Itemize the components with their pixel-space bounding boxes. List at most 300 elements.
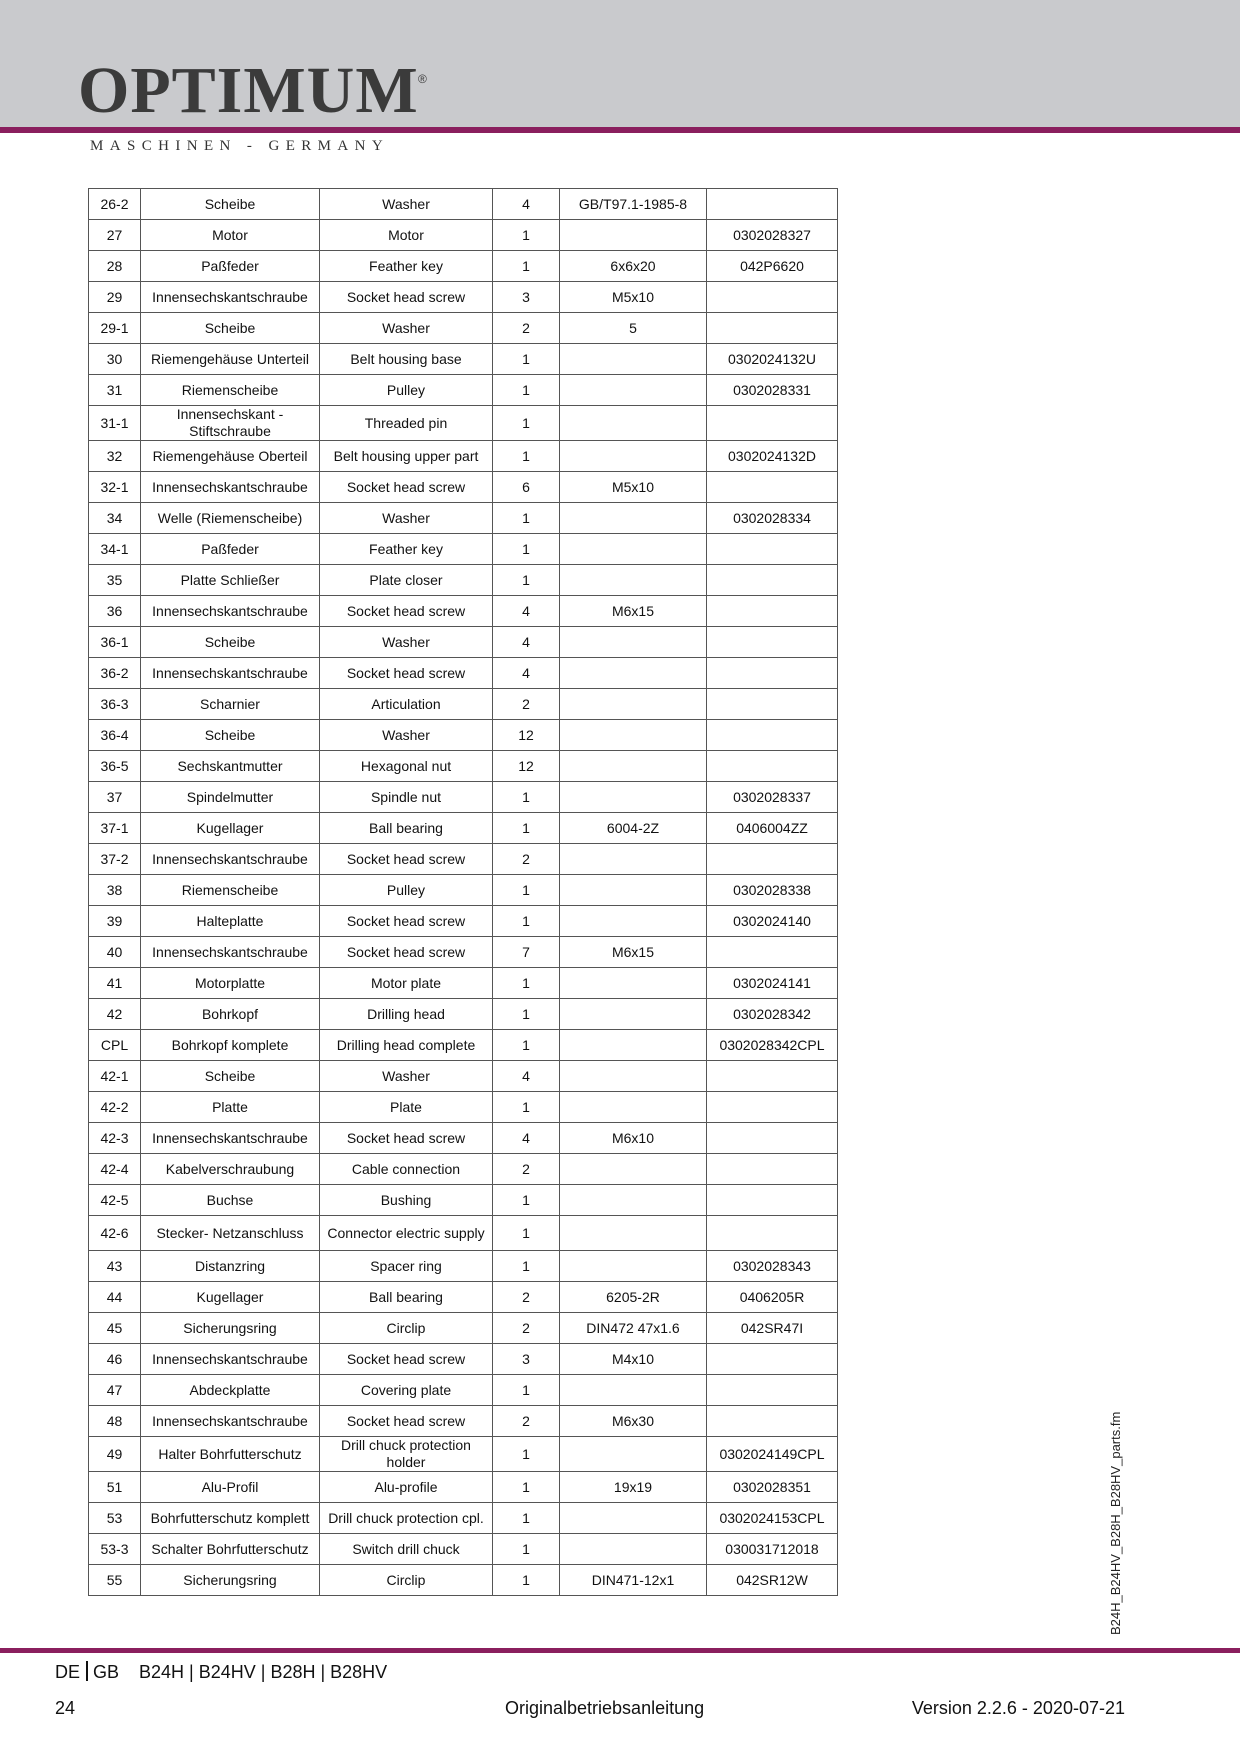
- table-row: [89, 627, 838, 658]
- english-name-cell: Circlip: [320, 1565, 493, 1596]
- item-number-cell: 042SR12W: [707, 1565, 838, 1596]
- size-cell: [560, 751, 707, 782]
- table-row: [89, 282, 838, 313]
- model-list: B24H | B24HV | B28H | B28HV: [139, 1662, 388, 1682]
- size-cell: [560, 844, 707, 875]
- english-name-cell: Spacer ring: [320, 1251, 493, 1282]
- item-number-cell: 0302028342: [707, 999, 838, 1030]
- item-number-cell: [707, 189, 838, 220]
- size-cell: [560, 1375, 707, 1406]
- part-number-cell: 37: [89, 782, 141, 813]
- quantity-cell: 1: [493, 906, 560, 937]
- quantity-cell: 2: [493, 1406, 560, 1437]
- quantity-cell: 1: [493, 220, 560, 251]
- brand-logo: OPTIMUM: [78, 54, 419, 127]
- item-number-cell: [707, 658, 838, 689]
- part-number-cell: 41: [89, 968, 141, 999]
- table-row: [89, 220, 838, 251]
- footer-language-models: [55, 1661, 387, 1683]
- german-name-cell: Kabelverschraubung: [141, 1154, 320, 1185]
- german-name-cell: Innensechskantschraube: [141, 937, 320, 968]
- quantity-cell: 1: [493, 344, 560, 375]
- part-number-cell: 30: [89, 344, 141, 375]
- size-cell: M5x10: [560, 472, 707, 503]
- file-name-label: B24H_B24HV_B28H_B28HV_parts.fm: [1108, 1411, 1123, 1635]
- english-name-cell: Socket head screw: [320, 937, 493, 968]
- language-gb: GB: [93, 1662, 120, 1682]
- size-cell: [560, 720, 707, 751]
- item-number-cell: [707, 282, 838, 313]
- english-name-cell: Threaded pin: [320, 406, 493, 441]
- size-cell: DIN471-12x1: [560, 1565, 707, 1596]
- item-number-cell: 0302028334: [707, 503, 838, 534]
- table-row: [89, 1472, 838, 1503]
- german-name-cell: Welle (Riemenscheibe): [141, 503, 320, 534]
- table-row: [89, 720, 838, 751]
- part-number-cell: 29: [89, 282, 141, 313]
- german-name-cell: Alu-Profil: [141, 1472, 320, 1503]
- size-cell: [560, 1503, 707, 1534]
- quantity-cell: 2: [493, 689, 560, 720]
- size-cell: 6x6x20: [560, 251, 707, 282]
- english-name-cell: Ball bearing: [320, 813, 493, 844]
- table-row: [89, 1061, 838, 1092]
- item-number-cell: 0302028337: [707, 782, 838, 813]
- size-cell: M4x10: [560, 1344, 707, 1375]
- part-number-cell: 42-5: [89, 1185, 141, 1216]
- quantity-cell: 4: [493, 1061, 560, 1092]
- german-name-cell: Buchse: [141, 1185, 320, 1216]
- quantity-cell: 1: [493, 503, 560, 534]
- english-name-cell: Socket head screw: [320, 1344, 493, 1375]
- size-cell: M6x10: [560, 1123, 707, 1154]
- size-cell: [560, 968, 707, 999]
- size-cell: 6004-2Z: [560, 813, 707, 844]
- item-number-cell: [707, 565, 838, 596]
- quantity-cell: 1: [493, 1251, 560, 1282]
- table-row: [89, 472, 838, 503]
- language-separator: [86, 1661, 88, 1681]
- item-number-cell: [707, 1061, 838, 1092]
- german-name-cell: Scheibe: [141, 313, 320, 344]
- item-number-cell: 0302028338: [707, 875, 838, 906]
- size-cell: [560, 1437, 707, 1472]
- part-number-cell: 44: [89, 1282, 141, 1313]
- table-row: [89, 344, 838, 375]
- parts-table: [88, 188, 838, 1596]
- table-row: [89, 1503, 838, 1534]
- size-cell: [560, 1154, 707, 1185]
- size-cell: [560, 220, 707, 251]
- english-name-cell: Socket head screw: [320, 1406, 493, 1437]
- english-name-cell: Washer: [320, 313, 493, 344]
- german-name-cell: Riemengehäuse Unterteil: [141, 344, 320, 375]
- size-cell: [560, 503, 707, 534]
- german-name-cell: Riemengehäuse Oberteil: [141, 441, 320, 472]
- english-name-cell: Washer: [320, 720, 493, 751]
- table-row: [89, 813, 838, 844]
- english-name-cell: Socket head screw: [320, 906, 493, 937]
- part-number-cell: 45: [89, 1313, 141, 1344]
- quantity-cell: 1: [493, 1534, 560, 1565]
- part-number-cell: 36-4: [89, 720, 141, 751]
- english-name-cell: Motor plate: [320, 968, 493, 999]
- table-row: [89, 251, 838, 282]
- part-number-cell: 36: [89, 596, 141, 627]
- quantity-cell: 1: [493, 999, 560, 1030]
- english-name-cell: Drill chuck protection holder: [320, 1437, 493, 1472]
- table-row: [89, 1092, 838, 1123]
- german-name-cell: Innensechskantschraube: [141, 472, 320, 503]
- item-number-cell: 042SR47I: [707, 1313, 838, 1344]
- english-name-cell: Socket head screw: [320, 596, 493, 627]
- size-cell: [560, 375, 707, 406]
- item-number-cell: [707, 1216, 838, 1251]
- part-number-cell: 34: [89, 503, 141, 534]
- table-row: [89, 751, 838, 782]
- item-number-cell: [707, 1344, 838, 1375]
- table-row: [89, 1375, 838, 1406]
- english-name-cell: Plate: [320, 1092, 493, 1123]
- english-name-cell: Feather key: [320, 251, 493, 282]
- german-name-cell: Scheibe: [141, 1061, 320, 1092]
- english-name-cell: Hexagonal nut: [320, 751, 493, 782]
- item-number-cell: 0302028327: [707, 220, 838, 251]
- part-number-cell: CPL: [89, 1030, 141, 1061]
- part-number-cell: 48: [89, 1406, 141, 1437]
- part-number-cell: 31-1: [89, 406, 141, 441]
- german-name-cell: Distanzring: [141, 1251, 320, 1282]
- quantity-cell: 1: [493, 813, 560, 844]
- size-cell: [560, 999, 707, 1030]
- part-number-cell: 34-1: [89, 534, 141, 565]
- item-number-cell: 0302028351: [707, 1472, 838, 1503]
- english-name-cell: Articulation: [320, 689, 493, 720]
- table-row: [89, 1534, 838, 1565]
- part-number-cell: 46: [89, 1344, 141, 1375]
- german-name-cell: Riemenscheibe: [141, 875, 320, 906]
- registered-mark: ®: [418, 72, 427, 86]
- quantity-cell: 1: [493, 1472, 560, 1503]
- table-row: [89, 375, 838, 406]
- size-cell: [560, 1030, 707, 1061]
- german-name-cell: Bohrfutterschutz komplett: [141, 1503, 320, 1534]
- header-accent-line: [0, 127, 1240, 133]
- size-cell: [560, 782, 707, 813]
- german-name-cell: Spindelmutter: [141, 782, 320, 813]
- table-row: [89, 689, 838, 720]
- quantity-cell: 1: [493, 251, 560, 282]
- part-number-cell: 42-6: [89, 1216, 141, 1251]
- english-name-cell: Pulley: [320, 375, 493, 406]
- table-row: [89, 1344, 838, 1375]
- part-number-cell: 49: [89, 1437, 141, 1472]
- quantity-cell: 7: [493, 937, 560, 968]
- size-cell: M5x10: [560, 282, 707, 313]
- quantity-cell: 1: [493, 1437, 560, 1472]
- table-row: [89, 441, 838, 472]
- german-name-cell: Innensechskantschraube: [141, 282, 320, 313]
- english-name-cell: Spindle nut: [320, 782, 493, 813]
- item-number-cell: 0302024153CPL: [707, 1503, 838, 1534]
- table-row: [89, 406, 838, 441]
- item-number-cell: [707, 627, 838, 658]
- quantity-cell: 1: [493, 968, 560, 999]
- quantity-cell: 4: [493, 658, 560, 689]
- size-cell: [560, 565, 707, 596]
- quantity-cell: 3: [493, 1344, 560, 1375]
- quantity-cell: 4: [493, 189, 560, 220]
- item-number-cell: 0406205R: [707, 1282, 838, 1313]
- table-row: [89, 1313, 838, 1344]
- item-number-cell: [707, 596, 838, 627]
- quantity-cell: 1: [493, 375, 560, 406]
- german-name-cell: Innensechskantschraube: [141, 1344, 320, 1375]
- german-name-cell: Innensechskantschraube: [141, 1123, 320, 1154]
- size-cell: [560, 1092, 707, 1123]
- part-number-cell: 36-2: [89, 658, 141, 689]
- item-number-cell: [707, 751, 838, 782]
- quantity-cell: 1: [493, 565, 560, 596]
- table-row: [89, 565, 838, 596]
- quantity-cell: 1: [493, 1565, 560, 1596]
- german-name-cell: Motor: [141, 220, 320, 251]
- english-name-cell: Socket head screw: [320, 282, 493, 313]
- german-name-cell: Kugellager: [141, 1282, 320, 1313]
- table-row: [89, 875, 838, 906]
- footer-accent-line: [0, 1648, 1240, 1653]
- table-row: [89, 782, 838, 813]
- english-name-cell: Washer: [320, 627, 493, 658]
- german-name-cell: Stecker- Netzanschluss: [141, 1216, 320, 1251]
- size-cell: M6x15: [560, 937, 707, 968]
- table-row: [89, 1437, 838, 1472]
- english-name-cell: Washer: [320, 189, 493, 220]
- item-number-cell: 0302028331: [707, 375, 838, 406]
- german-name-cell: Bohrkopf: [141, 999, 320, 1030]
- size-cell: [560, 344, 707, 375]
- table-row: [89, 658, 838, 689]
- german-name-cell: Innensechskantschraube: [141, 1406, 320, 1437]
- parts-table-body: [89, 189, 838, 1596]
- german-name-cell: Scheibe: [141, 720, 320, 751]
- quantity-cell: 2: [493, 1282, 560, 1313]
- part-number-cell: 42-1: [89, 1061, 141, 1092]
- document-version: Version 2.2.6 - 2020-07-21: [911, 1698, 1125, 1718]
- quantity-cell: 1: [493, 534, 560, 565]
- english-name-cell: Plate closer: [320, 565, 493, 596]
- item-number-cell: [707, 689, 838, 720]
- size-cell: 6205-2R: [560, 1282, 707, 1313]
- english-name-cell: Pulley: [320, 875, 493, 906]
- german-name-cell: Bohrkopf komplete: [141, 1030, 320, 1061]
- german-name-cell: Halteplatte: [141, 906, 320, 937]
- german-name-cell: Platte Schließer: [141, 565, 320, 596]
- quantity-cell: 1: [493, 1503, 560, 1534]
- part-number-cell: 28: [89, 251, 141, 282]
- table-row: [89, 1406, 838, 1437]
- table-row: [89, 313, 838, 344]
- document-title: Originalbetriebsanleitung: [505, 1698, 705, 1718]
- quantity-cell: 2: [493, 313, 560, 344]
- quantity-cell: 4: [493, 627, 560, 658]
- quantity-cell: 1: [493, 406, 560, 441]
- page-number: 24: [55, 1698, 76, 1718]
- table-row: [89, 1123, 838, 1154]
- german-name-cell: Sechskantmutter: [141, 751, 320, 782]
- item-number-cell: [707, 1375, 838, 1406]
- english-name-cell: Connector electric supply: [320, 1216, 493, 1251]
- quantity-cell: 1: [493, 1030, 560, 1061]
- item-number-cell: [707, 1123, 838, 1154]
- english-name-cell: Bushing: [320, 1185, 493, 1216]
- english-name-cell: Socket head screw: [320, 844, 493, 875]
- part-number-cell: 47: [89, 1375, 141, 1406]
- part-number-cell: 36-3: [89, 689, 141, 720]
- quantity-cell: 1: [493, 441, 560, 472]
- item-number-cell: [707, 720, 838, 751]
- part-number-cell: 51: [89, 1472, 141, 1503]
- item-number-cell: [707, 844, 838, 875]
- part-number-cell: 53-3: [89, 1534, 141, 1565]
- english-name-cell: Socket head screw: [320, 472, 493, 503]
- german-name-cell: Scharnier: [141, 689, 320, 720]
- german-name-cell: Motorplatte: [141, 968, 320, 999]
- quantity-cell: 1: [493, 1185, 560, 1216]
- part-number-cell: 35: [89, 565, 141, 596]
- german-name-cell: Innensechskantschraube: [141, 658, 320, 689]
- german-name-cell: Innensechskantschraube: [141, 596, 320, 627]
- part-number-cell: 39: [89, 906, 141, 937]
- english-name-cell: Motor: [320, 220, 493, 251]
- table-row: [89, 937, 838, 968]
- size-cell: M6x15: [560, 596, 707, 627]
- english-name-cell: Drilling head complete: [320, 1030, 493, 1061]
- item-number-cell: 0302024141: [707, 968, 838, 999]
- item-number-cell: 042P6620: [707, 251, 838, 282]
- language-de: DE: [55, 1662, 81, 1682]
- size-cell: [560, 1534, 707, 1565]
- german-name-cell: Paßfeder: [141, 534, 320, 565]
- english-name-cell: Alu-profile: [320, 1472, 493, 1503]
- size-cell: [560, 1216, 707, 1251]
- part-number-cell: 26-2: [89, 189, 141, 220]
- item-number-cell: 0406004ZZ: [707, 813, 838, 844]
- german-name-cell: Sicherungsring: [141, 1313, 320, 1344]
- quantity-cell: 2: [493, 1313, 560, 1344]
- table-row: [89, 534, 838, 565]
- table-row: [89, 999, 838, 1030]
- item-number-cell: [707, 406, 838, 441]
- quantity-cell: 12: [493, 751, 560, 782]
- table-row: [89, 596, 838, 627]
- size-cell: [560, 875, 707, 906]
- english-name-cell: Feather key: [320, 534, 493, 565]
- brand-tagline: MASCHINEN - GERMANY: [90, 138, 390, 154]
- english-name-cell: Ball bearing: [320, 1282, 493, 1313]
- part-number-cell: 40: [89, 937, 141, 968]
- item-number-cell: [707, 1406, 838, 1437]
- german-name-cell: Innensechskant - Stiftschraube: [141, 406, 320, 441]
- item-number-cell: [707, 1154, 838, 1185]
- size-cell: [560, 1251, 707, 1282]
- part-number-cell: 32: [89, 441, 141, 472]
- part-number-cell: 32-1: [89, 472, 141, 503]
- table-row: [89, 1251, 838, 1282]
- part-number-cell: 29-1: [89, 313, 141, 344]
- english-name-cell: Switch drill chuck: [320, 1534, 493, 1565]
- part-number-cell: 37-1: [89, 813, 141, 844]
- part-number-cell: 55: [89, 1565, 141, 1596]
- item-number-cell: [707, 937, 838, 968]
- german-name-cell: Scheibe: [141, 627, 320, 658]
- german-name-cell: Platte: [141, 1092, 320, 1123]
- german-name-cell: Innensechskantschraube: [141, 844, 320, 875]
- item-number-cell: 0302024140: [707, 906, 838, 937]
- quantity-cell: 2: [493, 844, 560, 875]
- size-cell: [560, 1061, 707, 1092]
- item-number-cell: 030031712018: [707, 1534, 838, 1565]
- size-cell: [560, 658, 707, 689]
- quantity-cell: 1: [493, 782, 560, 813]
- size-cell: [560, 441, 707, 472]
- size-cell: [560, 534, 707, 565]
- part-number-cell: 42-3: [89, 1123, 141, 1154]
- german-name-cell: Kugellager: [141, 813, 320, 844]
- part-number-cell: 42-4: [89, 1154, 141, 1185]
- english-name-cell: Socket head screw: [320, 658, 493, 689]
- size-cell: 19x19: [560, 1472, 707, 1503]
- quantity-cell: 3: [493, 282, 560, 313]
- english-name-cell: Washer: [320, 1061, 493, 1092]
- item-number-cell: 0302028342CPL: [707, 1030, 838, 1061]
- quantity-cell: 1: [493, 1216, 560, 1251]
- english-name-cell: Covering plate: [320, 1375, 493, 1406]
- table-row: [89, 1185, 838, 1216]
- german-name-cell: Riemenscheibe: [141, 375, 320, 406]
- quantity-cell: 1: [493, 875, 560, 906]
- english-name-cell: Belt housing upper part: [320, 441, 493, 472]
- table-row: [89, 189, 838, 220]
- size-cell: [560, 406, 707, 441]
- german-name-cell: Scheibe: [141, 189, 320, 220]
- part-number-cell: 36-1: [89, 627, 141, 658]
- size-cell: [560, 689, 707, 720]
- item-number-cell: [707, 313, 838, 344]
- part-number-cell: 27: [89, 220, 141, 251]
- table-row: [89, 1565, 838, 1596]
- size-cell: [560, 627, 707, 658]
- item-number-cell: 0302028343: [707, 1251, 838, 1282]
- part-number-cell: 31: [89, 375, 141, 406]
- english-name-cell: Circlip: [320, 1313, 493, 1344]
- english-name-cell: Washer: [320, 503, 493, 534]
- size-cell: [560, 1185, 707, 1216]
- size-cell: M6x30: [560, 1406, 707, 1437]
- english-name-cell: Drill chuck protection cpl.: [320, 1503, 493, 1534]
- table-row: [89, 1216, 838, 1251]
- table-row: [89, 906, 838, 937]
- item-number-cell: 0302024149CPL: [707, 1437, 838, 1472]
- item-number-cell: [707, 534, 838, 565]
- part-number-cell: 36-5: [89, 751, 141, 782]
- quantity-cell: 6: [493, 472, 560, 503]
- table-row: [89, 1282, 838, 1313]
- part-number-cell: 42-2: [89, 1092, 141, 1123]
- item-number-cell: 0302024132D: [707, 441, 838, 472]
- item-number-cell: [707, 1185, 838, 1216]
- english-name-cell: Cable connection: [320, 1154, 493, 1185]
